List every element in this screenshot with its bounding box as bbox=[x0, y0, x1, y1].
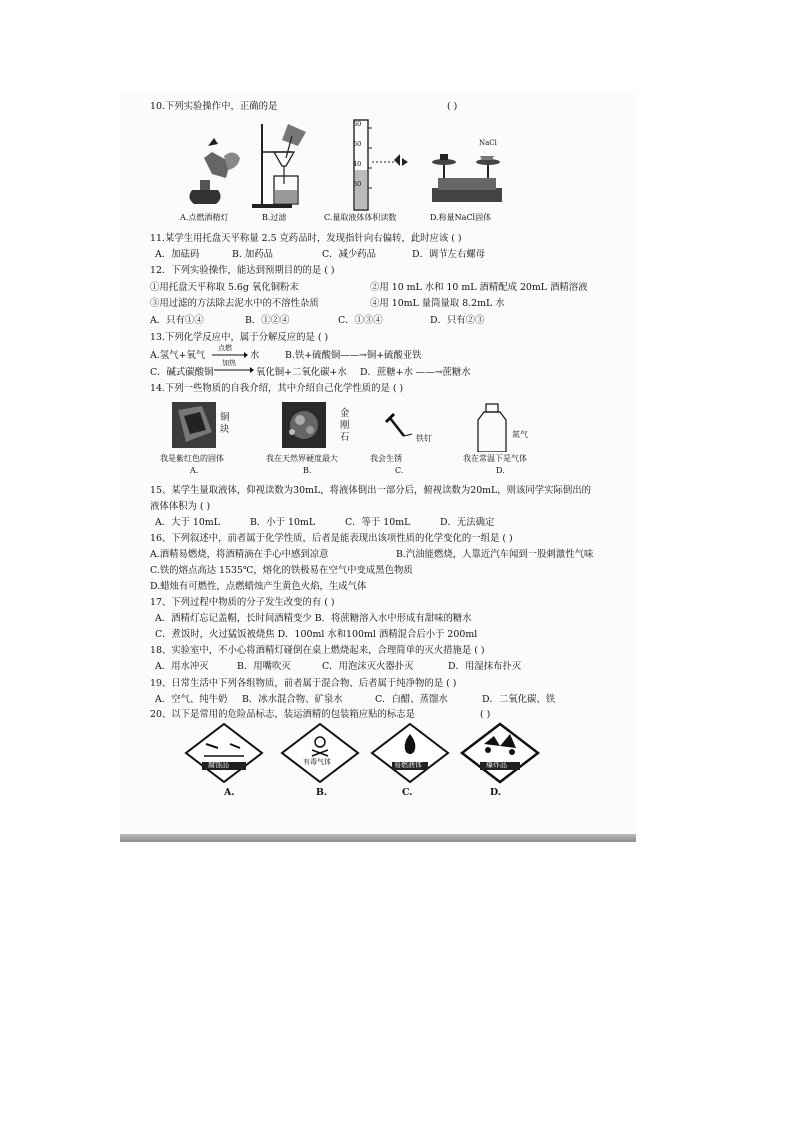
q12-item-2: ②用 10 mL 水和 10 mL 酒精配成 20mL 酒精溶液 bbox=[370, 282, 588, 293]
toxic-gas-sign-icon bbox=[282, 724, 358, 782]
q11-option-c: C．减少药品 bbox=[322, 249, 377, 260]
q20-letter-c: C. bbox=[402, 787, 413, 798]
q14-letter-c: C. bbox=[395, 466, 404, 475]
q18-option-d: D．用湿抹布扑灭 bbox=[448, 661, 522, 672]
balance-figure bbox=[432, 154, 502, 202]
q14-caption-d: 我在常温下是气体 bbox=[463, 454, 527, 463]
q16-option-a: A.酒精易燃烧，将酒精滴在手心中感到凉意 bbox=[150, 549, 329, 560]
q15-option-b: B．小于 10mL bbox=[250, 517, 316, 528]
q16-option-b: B.汽油能燃烧，人靠近汽车闻到一股刺激性气味 bbox=[396, 549, 594, 560]
q20-blank: ( ) bbox=[480, 709, 491, 720]
q17-stem: 17、下列过程中物质的分子发生改变的有 ( ) bbox=[150, 597, 335, 608]
q10-figures bbox=[182, 118, 512, 214]
q10-caption-c: C.量取液体体积读数 bbox=[324, 213, 397, 222]
q13-c-condition: 加热 bbox=[222, 359, 236, 367]
q15-option-a: A．大于 10mL bbox=[155, 517, 220, 528]
cylinder-mark-40: 40 bbox=[353, 160, 362, 168]
q14-stem: 14.下列一些物质的自我介绍，其中介绍自己化学性质的是 ( ) bbox=[150, 383, 404, 394]
q14-letter-b: B. bbox=[303, 466, 312, 475]
q13-option-d: D．蔗糖+水 ——→蔗糖水 bbox=[360, 367, 471, 378]
flammable-liquid-sign-icon bbox=[372, 724, 448, 782]
q18-stem: 18、实验室中，不小心将酒精灯碰倒在桌上燃烧起来，合理简单的灭火措施是 ( ) bbox=[150, 645, 485, 656]
corrosive-sign-icon bbox=[186, 724, 262, 782]
q19-option-d: D．二氧化碳、铁 bbox=[482, 694, 556, 705]
q20-sign-explosive-label: 爆炸品 bbox=[486, 761, 507, 769]
q12-option-d: D．只有②③ bbox=[430, 315, 485, 326]
page-bottom-edge bbox=[120, 834, 636, 842]
q16-option-d: D.蜡烛有可燃性，点燃蜡烛产生黄色火焰，生成气体 bbox=[150, 581, 367, 592]
filtration-figure bbox=[252, 124, 306, 208]
q13-option-c-left: C．碱式碳酸铜 bbox=[150, 367, 214, 378]
q11-option-a: A．加砝码 bbox=[155, 249, 200, 260]
q14-caption-b: 我在天然界硬度最大 bbox=[266, 454, 338, 463]
q19-option-b: B．冰水混合物、矿泉水 bbox=[242, 694, 343, 705]
q16-option-c: C.铁的熔点高达 1535℃，熔化的铁极易在空气中变成黑色物质 bbox=[150, 565, 413, 576]
q12-item-3: ③用过滤的方法除去泥水中的不溶性杂质 bbox=[150, 298, 319, 309]
diamond-image bbox=[282, 402, 326, 448]
q11-option-d: D．调节左右螺母 bbox=[412, 249, 486, 260]
q20-stem: 20、以下是常用的危险品标志，装运酒精的包装箱应贴的标志是 bbox=[150, 709, 416, 720]
q13-option-a-left: A.氢气+氧气 bbox=[150, 350, 206, 361]
q10-blank: ( ) bbox=[447, 101, 458, 112]
q14-letter-a: A. bbox=[190, 466, 199, 475]
q19-stem: 19、日常生活中下列各组物质，前者属于混合物、后者属于纯净物的是 ( ) bbox=[150, 678, 457, 689]
q10-caption-d: D.称量NaCl固体 bbox=[430, 213, 492, 222]
q18-option-c: C．用泡沫灭火器扑灭 bbox=[322, 661, 414, 672]
q12-option-c: C．①③④ bbox=[338, 315, 383, 326]
q20-sign-toxic-label: 有毒气体 bbox=[303, 758, 331, 766]
q15-option-d: D．无法确定 bbox=[440, 517, 495, 528]
q11-stem: 11.某学生用托盘天平称量 2.5 克药品时，发现指针向右偏转，此时应该 ( ) bbox=[150, 233, 462, 244]
q14-letter-d: D. bbox=[496, 466, 505, 475]
q18-option-b: B．用嘴吹灭 bbox=[237, 661, 291, 672]
q20-sign-flammable-label: 易燃液体 bbox=[394, 761, 422, 769]
q16-stem: 16、下列叙述中，前者属于化学性质，后者是能表现出该项性质的化学变化的一组是 ( ) bbox=[150, 533, 513, 544]
explosive-sign-icon bbox=[462, 724, 538, 782]
q10-caption-a: A.点燃酒精灯 bbox=[180, 213, 229, 222]
q14-label-nail: 铁钉 bbox=[416, 434, 432, 443]
copper-block-image bbox=[172, 402, 216, 448]
q15-stem-line2: 液体体积为 ( ) bbox=[150, 501, 211, 512]
q14-label-diamond: 金刚石 bbox=[340, 408, 350, 443]
q13-stem: 13.下列化学反应中，属于分解反应的是 ( ) bbox=[150, 332, 329, 343]
q20-letter-b: B. bbox=[316, 787, 328, 798]
q13-option-b: B.铁+硫酸铜——→铜+硫酸亚铁 bbox=[285, 350, 422, 361]
q20-hazard-signs bbox=[182, 722, 542, 784]
q19-option-c: C．白醋、蒸馏水 bbox=[375, 694, 448, 705]
q13-c-arrow bbox=[214, 366, 254, 374]
q10-caption-b: B.过滤 bbox=[262, 213, 287, 222]
q14-caption-a: 我是紫红色的固体 bbox=[160, 454, 224, 463]
q12-stem: 12．下列实验操作，能达到预期目的的是 ( ) bbox=[150, 265, 335, 276]
graduated-cylinder-figure bbox=[354, 120, 408, 210]
q12-option-a: A．只有①④ bbox=[150, 315, 204, 326]
q10-stem: 10.下列实验操作中，正确的是 bbox=[150, 101, 278, 112]
q20-letter-d: D. bbox=[490, 787, 502, 798]
q13-option-c-right: 氧化铜+二氧化碳+水 bbox=[256, 367, 347, 378]
alcohol-lamp-figure bbox=[189, 138, 240, 204]
q14-caption-c: 我会生锈 bbox=[370, 454, 402, 463]
q13-a-condition: 点燃 bbox=[218, 344, 232, 352]
q15-option-c: C．等于 10mL bbox=[345, 517, 411, 528]
q14-label-copper: 铜块 bbox=[220, 412, 230, 435]
q20-sign-corrosive-label: 腐蚀品 bbox=[208, 761, 229, 769]
q17-option-cd: C．煮饭时，火过猛饭被烧焦 D．100ml 水和100ml 酒精混合后小于 200ml bbox=[155, 629, 478, 640]
iron-nail-image bbox=[386, 414, 412, 436]
q14-label-nitrogen: 氮气 bbox=[512, 430, 528, 439]
q15-stem-line1: 15、某学生量取液体，仰视读数为30mL，将液体倒出一部分后，俯视读数为20mL，则该同学实际倒出的 bbox=[150, 485, 592, 496]
q18-option-a: A．用水冲灭 bbox=[155, 661, 209, 672]
q11-option-b: B. 加药品 bbox=[232, 249, 273, 260]
gas-bottle-image bbox=[478, 404, 506, 452]
q13-option-a-right: 水 bbox=[250, 350, 260, 361]
cylinder-mark-30: 30 bbox=[353, 180, 362, 188]
q12-item-4: ④用 10mL 量筒量取 8.2mL 水 bbox=[370, 298, 505, 309]
q12-item-1: ①用托盘天平称取 5.6g 氧化铜粉末 bbox=[150, 282, 299, 293]
q20-letter-a: A. bbox=[224, 787, 235, 798]
q19-option-a: A．空气、纯牛奶 bbox=[155, 694, 228, 705]
cylinder-mark-60: 60 bbox=[353, 120, 362, 128]
q12-option-b: B．①②④ bbox=[245, 315, 290, 326]
balance-nacl-label: NaCl bbox=[479, 139, 497, 147]
cylinder-mark-50: 50 bbox=[353, 140, 362, 148]
q17-option-ab: A．酒精灯忘记盖帽，长时间酒精变少 B．将蔗糖溶入水中形成有甜味的糖水 bbox=[155, 613, 472, 624]
